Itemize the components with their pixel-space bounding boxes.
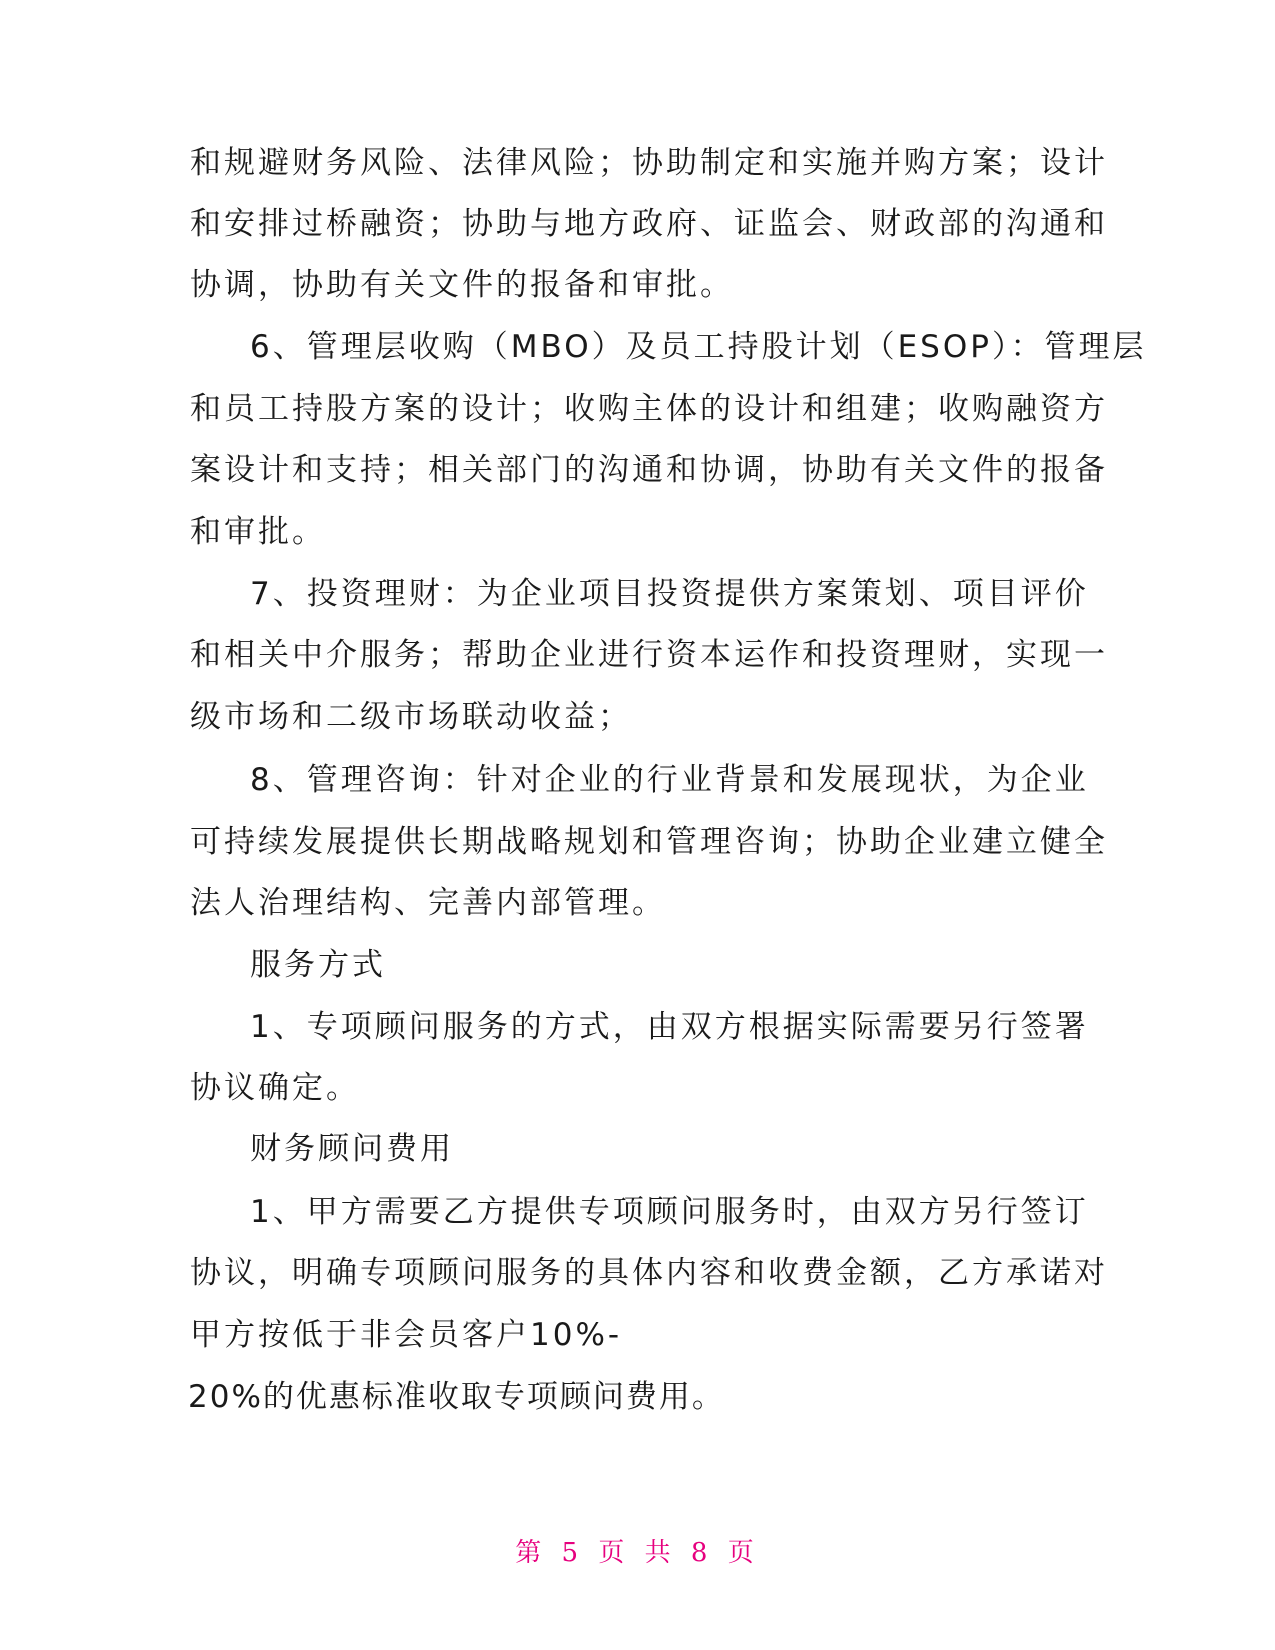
text-line: 8、管理咨询：针对企业的行业背景和发展现状，为企业 (250, 762, 1089, 798)
text-line: 20%的优惠标准收取专项顾问费用。 (188, 1379, 725, 1415)
text-line: 和员工持股方案的设计；收购主体的设计和组建；收购融资方 (190, 391, 1108, 427)
text-line: 案设计和支持；相关部门的沟通和协调，协助有关文件的报备 (190, 452, 1108, 488)
page-number-footer: 第 5 页 共 8 页 (515, 1538, 760, 1568)
text-line: 协调，协助有关文件的报备和审批。 (190, 267, 734, 303)
text-line: 甲方按低于非会员客户10%- (190, 1317, 623, 1353)
text-line: 和审批。 (190, 514, 326, 550)
section-heading: 服务方式 (250, 947, 386, 983)
text-line: 法人治理结构、完善内部管理。 (190, 885, 666, 921)
text-line: 和安排过桥融资；协助与地方政府、证监会、财政部的沟通和 (190, 206, 1108, 242)
text-line: 协议确定。 (190, 1070, 360, 1106)
text-line: 可持续发展提供长期战略规划和管理咨询；协助企业建立健全 (190, 824, 1108, 860)
text-line: 级市场和二级市场联动收益； (190, 699, 632, 735)
text-line: 1、甲方需要乙方提供专项顾问服务时，由双方另行签订 (250, 1194, 1089, 1230)
text-line: 和相关中介服务；帮助企业进行资本运作和投资理财，实现一 (190, 637, 1108, 673)
section-heading: 财务顾问费用 (250, 1131, 454, 1167)
text-line: 7、投资理财：为企业项目投资提供方案策划、项目评价 (250, 576, 1089, 612)
text-line: 协议，明确专项顾问服务的具体内容和收费金额，乙方承诺对 (190, 1255, 1108, 1291)
text-line: 6、管理层收购（MBO）及员工持股计划（ESOP）：管理层 (250, 329, 1147, 365)
text-line: 和规避财务风险、法律风险；协助制定和实施并购方案；设计 (190, 145, 1108, 181)
text-line: 1、专项顾问服务的方式，由双方根据实际需要另行签署 (250, 1009, 1089, 1045)
